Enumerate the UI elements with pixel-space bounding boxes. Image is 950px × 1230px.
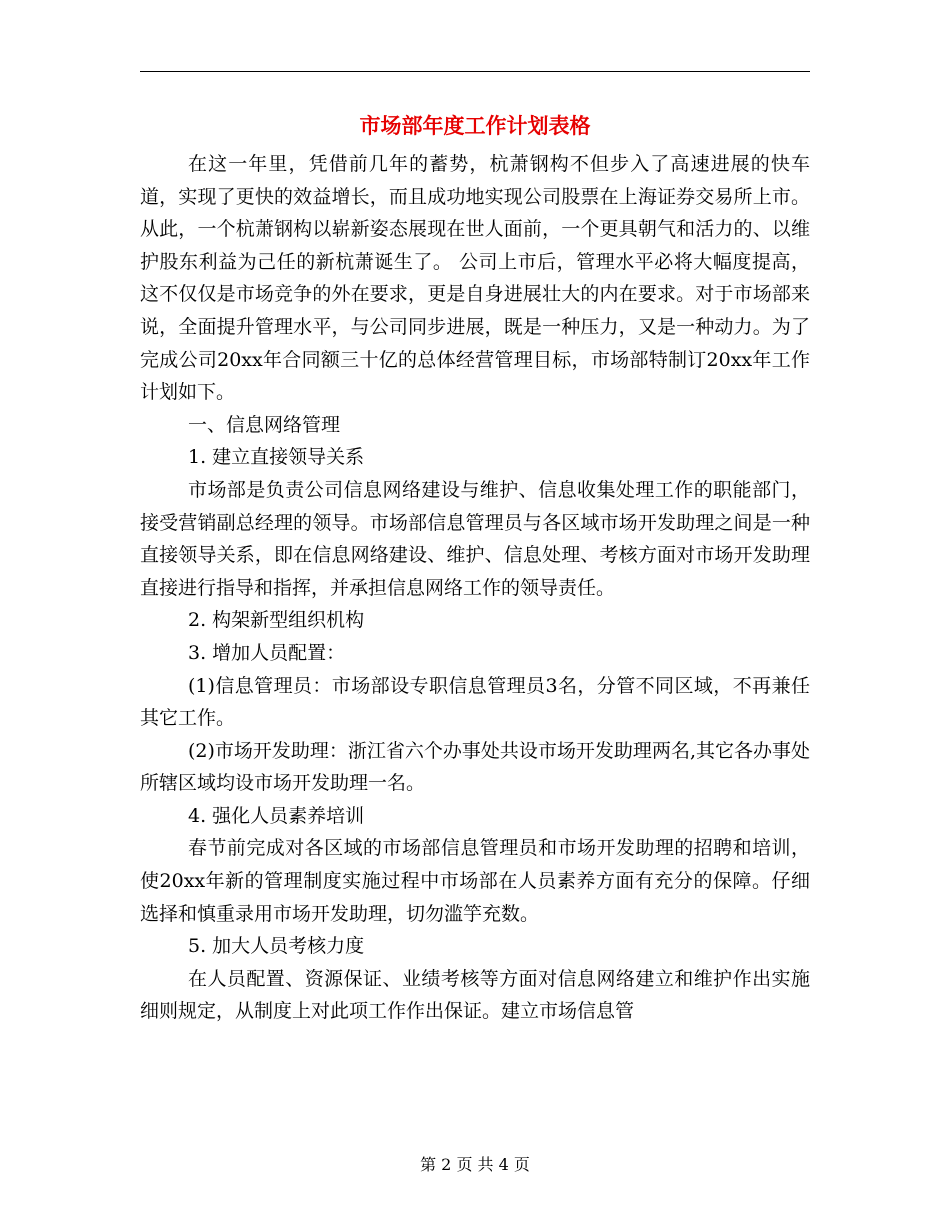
document-body: [140, 148, 810, 1028]
paragraph-intro: 在这一年里，凭借前几年的蓄势，杭萧钢构不但步入了高速进展的快车道，实现了更快的效益增长，而且成功地实现公司股票在上海证券交易所上市。从此，一个杭萧钢构以崭新姿态展现在世人面前，一个更具朝气和活力的、以维护股东利益为己任的新杭萧诞生了。 公司上市后，管理水平必将大幅度提高，这不仅仅是市场竞争的外在要求，更是自身进展壮大的内在要求。对于市场部来说，全面提升管理水平，与公司同步进展，既是一种压力，又是一种动力。为了完成公司20xx年合同额三十亿的总体经营管理目标，市场部特制订20xx年工作计划如下。: [140, 153, 810, 404]
paragraph-assessment: 在人员配置、资源保证、业绩考核等方面对信息网络建立和维护作出实施细则规定，从制度上对此项工作作出保证。建立市场信息管: [140, 967, 810, 1023]
paragraph-training: 春节前完成对各区域的市场部信息管理员和市场开发助理的招聘和培训，使20xx年新的管理制度实施过程中市场部在人员素养方面有充分的保障。仔细选择和慎重录用市场开发助理，切勿滥竽充数。: [140, 837, 810, 925]
subheading-staffing: 3. 增加人员配置：: [188, 641, 346, 664]
subheading-direct-leadership: 1. 建立直接领导关系: [188, 446, 365, 469]
list-item-market-assistant: (2)市场开发助理：浙江省六个办事处共设市场开发助理两名,其它各办事处所辖区域均设市场开发助理一名。: [140, 739, 810, 795]
subheading-assessment: 5. 加大人员考核力度: [188, 935, 365, 958]
section-heading-info-network: 一、信息网络管理: [188, 413, 341, 436]
page-footer: [0, 1153, 950, 1177]
list-item-info-manager: (1)信息管理员：市场部设专职信息管理员3名，分管不同区域，不再兼任其它工作。: [140, 674, 810, 730]
header-rule: [140, 71, 810, 72]
paragraph-leadership: 市场部是负责公司信息网络建设与维护、信息收集处理工作的职能部门，接受营销副总经理的领导。市场部信息管理员与各区域市场开发助理之间是一种直接领导关系，即在信息网络建设、维护、信息处理、考核方面对市场开发助理直接进行指导和指挥，并承担信息网络工作的领导责任。: [140, 478, 810, 599]
subheading-training: 4. 强化人员素养培训: [188, 804, 365, 827]
page-number: 第 2 页 共 4 页: [420, 1155, 530, 1174]
document-title: 市场部年度工作计划表格: [359, 113, 591, 138]
subheading-organization: 2. 构架新型组织机构: [188, 609, 365, 632]
